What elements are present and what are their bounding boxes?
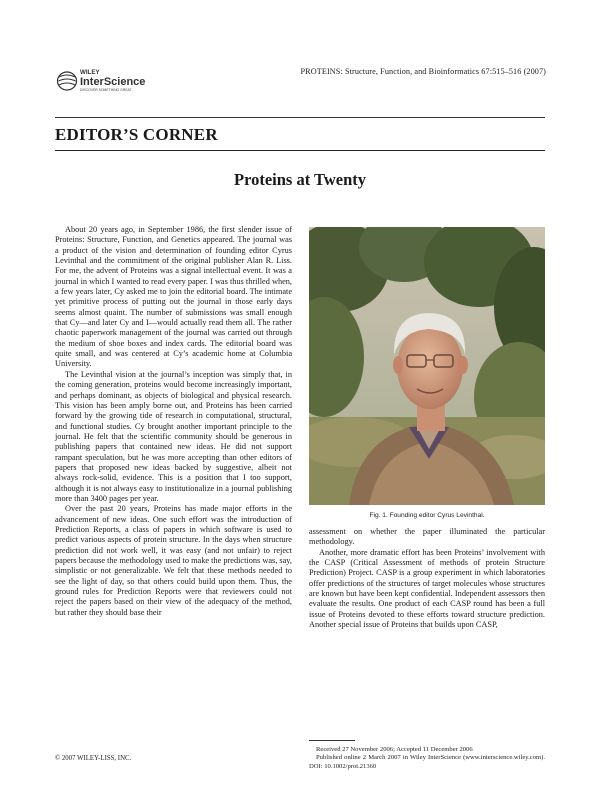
- header-divider: [55, 117, 545, 118]
- portrait-illustration: [309, 227, 545, 505]
- footnote-received: Received 27 November 2006; Accepted 11 December 2006: [316, 746, 473, 753]
- footnotes: [309, 746, 545, 771]
- publisher-logo: [55, 64, 175, 98]
- portrait-photo: [309, 227, 545, 505]
- journal-reference: PROTEINS: Structure, Function, and Bioinformatics 67:515–516 (2007): [300, 67, 546, 76]
- paragraph: Over the past 20 years, Proteins has made major efforts in the advancement of new ideas. One such effort was the introduction of Prediction Reports, a class of papers in which software is used to predict various aspects of protein structure. In the days when structure prediction did not work well, it was easy (and not unfair) to reject papers because the methodology used to make the predictions was, say, simplistic or not generalizable. We felt that these methods needed to see the light of day, so that others could build upon them. Thus, the ground rules for Prediction Reports were that reviewers could not reject the papers based on their view of the adequacy of the method, but rather they should base their: [55, 504, 292, 617]
- paragraph: Another, more dramatic effort has been Proteins’ involvement with the CASP (Critical Assessment of methods of protein Structure Prediction) Project. CASP is a group experiment in which laboratories offer predictions of the structures of target molecules whose structures are known but have been kept confidential. Independent assessors then evaluate the results. One product of each CASP round has been a full issue of Proteins devoted to these efforts toward structure prediction. Another special issue of Proteins that builds upon CASP,: [309, 547, 545, 630]
- section-divider: [55, 150, 545, 151]
- footnote-divider: [309, 740, 355, 741]
- article-title: Proteins at Twenty: [234, 170, 366, 189]
- paragraph: The Levinthal vision at the journal’s inception was simply that, in the coming generation, proteins would become increasingly important, and perhaps dominant, as objects of biological and physical research. This vision has been amply borne out, and Proteins has been carried forward by the growing tide of research in computational, structural, and functional studies. Cy brought another important principle to the journal. He felt that the scientific community should be generous in publishing papers that contained new ideas. He did not support rampant speculation, but he was more accepting than other editors of papers that proposed new ideas backed by suggestive, albeit not always rock-solid, evidence. This is a position that I too support, although it is not always easy to institutionalize in a journal publishing more than 3400 pages per year.: [55, 369, 292, 503]
- footnote-published: Published online 2 March 2007 in Wiley InterScience (www.interscience.wiley.com). DOI: 10.1002/prot.21360: [309, 754, 545, 770]
- wiley-interscience-logo-graphic: [55, 64, 175, 98]
- logo-brand-name: InterScience: [80, 76, 146, 88]
- paragraph-continuation: assessment on whether the paper illuminated the particular methodology.: [309, 527, 545, 547]
- logo-tagline: DISCOVER SOMETHING GREAT: [80, 88, 132, 92]
- body-column-right: [309, 527, 545, 630]
- logo-brand-small: WILEY: [80, 69, 100, 76]
- figure-caption: Fig. 1. Founding editor Cyrus Levinthal.: [369, 512, 485, 519]
- body-column-left: [55, 225, 292, 618]
- section-title: EDITOR’S CORNER: [55, 125, 218, 144]
- copyright-notice: © 2007 WILEY-LISS, INC.: [55, 755, 132, 762]
- paragraph: About 20 years ago, in September 1986, the first slender issue of Proteins: Structure, Function, and Genetics appeared. The journal was a product of the vision and determination of founding editor Cyrus Levinthal and the commitment of the original publisher Alan R. Liss. For me, the advent of Proteins was a signal intellectual event. It was a journal in which I wanted to read every paper. I was thus thrilled when, a few years later, Cy asked me to join the editorial board. The intimate yet primitive process of putting out the journal in those early days seems almost quaint. The number of submissions was small enough that Cy—and later Cy and I—would actually read them all. The rather chaotic paperwork management of the journal was carried out through the medium of shoe boxes and index cards. The editorial board was quite small, and was centered at Cy’s academic home at Columbia University.: [55, 225, 292, 369]
